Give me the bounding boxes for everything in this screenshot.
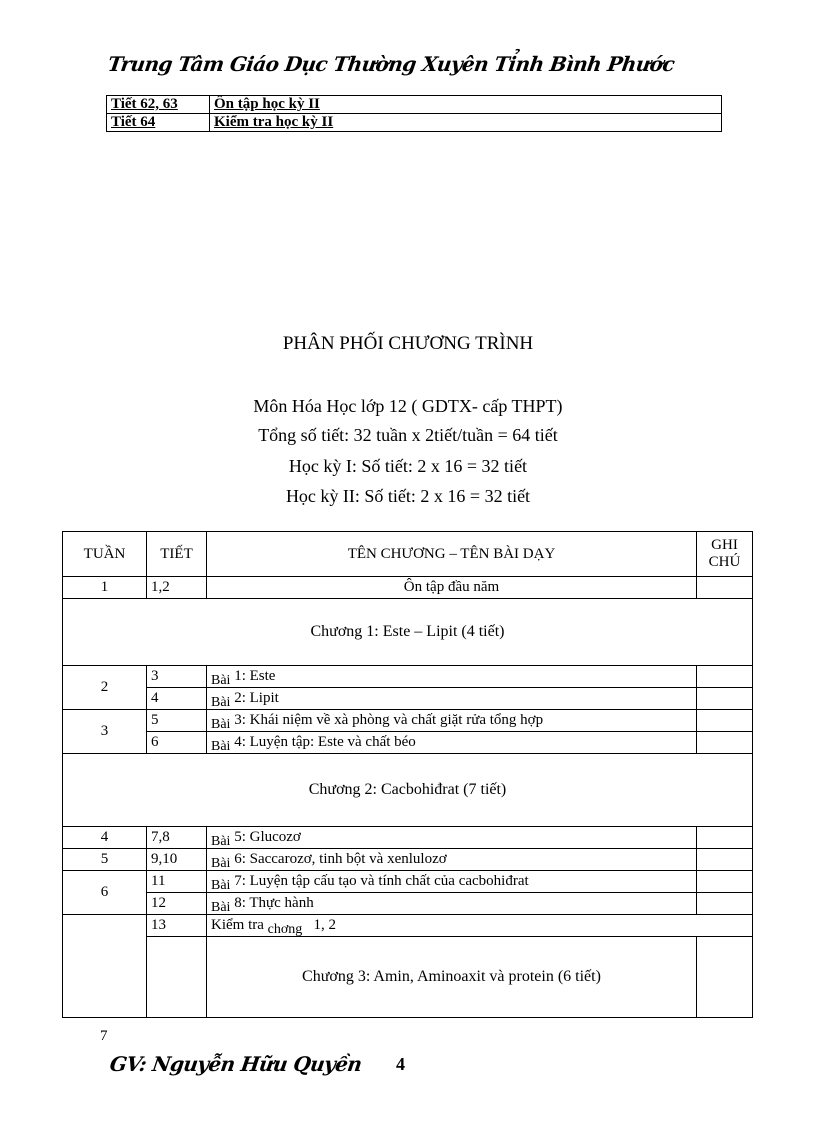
table-row [63,577,753,599]
table-row [63,732,753,754]
lesson-cell [207,871,697,893]
table-row [63,849,753,871]
header-tuan: TUẦN [63,532,147,577]
lesson-prefix: Bài [211,695,231,710]
lesson-title: 8: Thực hành [234,895,314,911]
page-number: 4 [396,1054,405,1074]
note-cell [697,688,753,710]
tiet-cell: 12 [147,893,207,915]
week-7-label: 7 [100,1028,108,1044]
chapter-row [63,754,753,827]
table-row [63,827,753,849]
note-cell [697,871,753,893]
lesson-prefix: Bài [211,717,231,732]
lesson-title: 4: Luyện tập: Este và chất béo [234,734,416,750]
note-cell [697,710,753,732]
header-ghi-chu: GHI CHÚ [697,532,753,577]
week-cell [63,915,147,1018]
tiet-cell: 7,8 [147,827,207,849]
note-cell [697,937,753,1018]
tiet-cell: Tiết 62, 63 [107,96,210,114]
week-cell: 2 [63,666,147,710]
tiet-cell: 9,10 [147,849,207,871]
lesson-cell [207,710,697,732]
week-cell: 6 [63,871,147,915]
lesson-cell [207,666,697,688]
lesson-title: 7: Luyện tập cấu tạo và tính chất của cacbohiđrat [234,873,529,889]
table-row [63,688,753,710]
lesson-title: 5: Glucozơ [234,829,301,845]
tiet-cell: 5 [147,710,207,732]
table-row [63,893,753,915]
week-cell: 1 [63,577,147,599]
tiet-cell: 6 [147,732,207,754]
tiet-cell: 3 [147,666,207,688]
lesson-note: chơng [267,922,303,937]
note-cell [697,849,753,871]
lesson-prefix: Bài [211,673,231,688]
note-cell [697,732,753,754]
week-cell: 5 [63,849,147,871]
chapter-row [63,599,753,666]
lesson-title: 3: Khái niệm về xà phòng và chất giặt rửa tổng hợp [234,712,544,728]
lesson-prefix: Bài [211,739,231,754]
lesson-cell: Ôn tập học kỳ II [210,96,722,114]
week-cell: 4 [63,827,147,849]
lesson-cell: Ôn tập đầu năm [207,577,697,599]
header-school-name: Trung Tâm Giáo Dục Thường Xuyên Tỉnh Bình Phước [106,52,676,76]
lesson-cell [207,688,697,710]
lesson-cell [207,893,697,915]
table-row [63,666,753,688]
lesson-prefix: Bài [211,878,231,893]
subtitle-line: Môn Hóa Học lớp 12 ( GDTX- cấp THPT) [253,396,563,416]
chapter-title: Chương 3: Amin, Aminoaxit và protein (6 tiết) [207,937,697,1018]
chapter-title: Chương 1: Este – Lipit (4 tiết) [63,599,753,666]
lesson-prefix: Bài [211,856,231,871]
chapter-title: Chương 2: Cacbohiđrat (7 tiết) [63,754,753,827]
lesson-cell [207,849,697,871]
lesson-title: Kiểm tra [211,917,264,933]
subtitle-line: Học kỳ I: Số tiết: 2 x 16 = 32 tiết [288,456,528,476]
lesson-chapters: 1, 2 [313,917,337,933]
header-tiet: TIẾT [147,532,207,577]
lesson-title: 2: Lipit [234,690,279,706]
note-cell [697,893,753,915]
note-cell [697,666,753,688]
table-row [63,871,753,893]
note-cell [697,827,753,849]
chapter-row [63,937,753,1018]
lesson-prefix: Bài [211,834,231,849]
lesson-title: 1: Este [234,668,276,684]
lesson-prefix: Bài [211,900,231,915]
tiet-cell: 1,2 [147,577,207,599]
lesson-title: 6: Saccarozơ, tinh bột và xenlulozơ [234,851,447,867]
header-ten: TÊN CHƯƠNG – TÊN BÀI DẠY [207,532,697,577]
tiet-cell: Tiết 64 [107,114,210,132]
table-row [63,915,753,937]
table-row [63,710,753,732]
footer-author: GV: Nguyễn Hữu Quyền [108,1052,364,1076]
subtitle-line: Tổng số tiết: 32 tuần x 2tiết/tuần = 64 tiết [258,425,558,445]
lesson-cell [207,915,753,937]
week-cell: 3 [63,710,147,754]
tiet-cell: 11 [147,871,207,893]
tiet-cell [147,937,207,1018]
lesson-cell: Kiểm tra học kỳ II [210,114,722,132]
tiet-cell: 4 [147,688,207,710]
tiet-cell: 13 [147,915,207,937]
curriculum-table [62,531,753,1018]
subtitle-line: Học kỳ II: Số tiết: 2 x 16 = 32 tiết [285,486,531,506]
table-header-row [63,532,753,577]
lesson-cell [207,732,697,754]
lesson-cell [207,827,697,849]
page-title: PHÂN PHỐI CHƯƠNG TRÌNH [282,333,534,354]
note-cell [697,577,753,599]
